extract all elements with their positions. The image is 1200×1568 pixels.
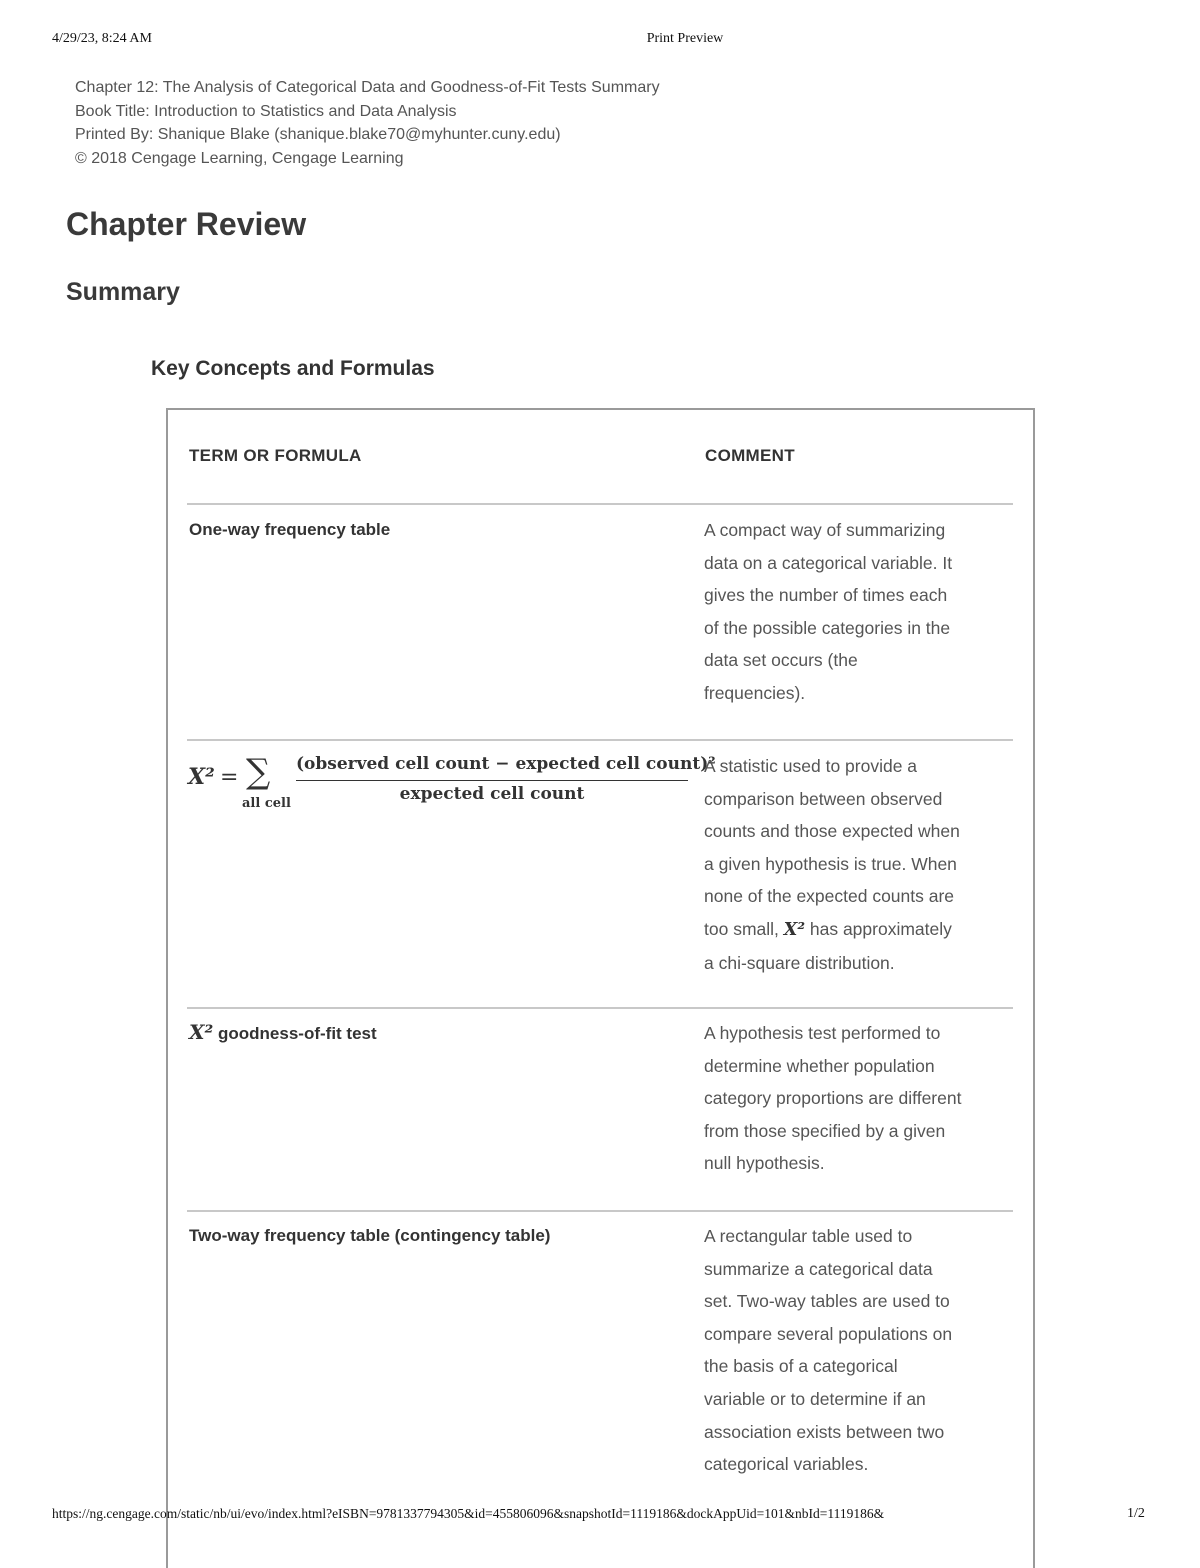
- key-concepts-heading: Key Concepts and Formulas: [151, 357, 435, 380]
- comment-line: summarize a categorical data: [704, 1258, 933, 1279]
- copyright-line: © 2018 Cengage Learning, Cengage Learning: [75, 149, 404, 167]
- comment-line: a chi-square distribution.: [704, 952, 895, 973]
- formula-equals: =: [220, 765, 239, 790]
- comment-line: A compact way of summarizing: [704, 520, 946, 540]
- comment-line: a given hypothesis is true. When: [704, 853, 957, 874]
- chapter-review-heading: Chapter Review: [66, 206, 307, 242]
- x2-symbol: X²: [189, 1020, 214, 1044]
- comment-text: too small,: [704, 918, 784, 939]
- comment-line: none of the expected counts are: [704, 886, 955, 907]
- x2-symbol: X²: [783, 919, 805, 940]
- formula-x2-symbol: X²: [188, 764, 215, 790]
- column-header-comment: COMMENT: [705, 446, 795, 465]
- comment-line: from those specified by a given: [704, 1120, 946, 1141]
- comment-goodness-of-fit-test: [704, 1017, 1004, 1180]
- comment-line: determine whether population: [704, 1055, 935, 1076]
- print-datetime: 4/29/23, 8:24 AM: [52, 31, 152, 46]
- formula-sigma: ∑: [246, 752, 271, 792]
- print-url: https://ng.cengage.com/static/nb/ui/evo/index.html?eISBN=9781337794305&id=455806096&snapshotId=1119186&dockAppUid=101&nbId=1119186&: [52, 1506, 885, 1521]
- chi-square-formula: [188, 752, 716, 822]
- comment-line: compare several populations on: [704, 1323, 953, 1344]
- chapter-line: Chapter 12: The Analysis of Categorical Data and Goodness-of-Fit Tests Summary: [75, 79, 660, 96]
- comment-line: comparison between observed: [704, 788, 943, 809]
- term-one-way-table: One-way frequency table: [189, 520, 391, 539]
- comment-line: A rectangular table used to: [704, 1226, 913, 1246]
- comment-line: data set occurs (the: [704, 650, 858, 671]
- row-divider: [187, 1210, 1013, 1212]
- document-meta: [75, 76, 660, 170]
- comment-line: of the possible categories in the: [704, 617, 951, 638]
- column-header-term: TERM OR FORMULA: [189, 446, 362, 465]
- comment-line: frequencies).: [704, 682, 806, 703]
- comment-line: null hypothesis.: [704, 1153, 825, 1174]
- term-two-way-table: Two-way frequency table (contingency table): [189, 1226, 551, 1245]
- comment-line: categorical variables.: [704, 1454, 869, 1475]
- comment-one-way-table: [704, 514, 1004, 710]
- term-text: goodness-of-fit test: [213, 1024, 377, 1043]
- comment-line: the basis of a categorical: [704, 1356, 898, 1377]
- term-goodness-of-fit-test: [189, 1020, 377, 1044]
- page-number: 1/2: [1127, 1506, 1145, 1521]
- book-title-line: Book Title: Introduction to Statistics and Data Analysis: [75, 102, 457, 120]
- formula-sum-subscript: all cell: [242, 796, 291, 811]
- print-title: Print Preview: [646, 31, 724, 46]
- formula-fraction-bar: [296, 780, 688, 781]
- comment-chi-square-statistic: [704, 750, 1004, 979]
- comment-line: data on a categorical variable. It: [704, 552, 953, 573]
- formula-numerator: (observed cell count − expected cell count)²: [296, 754, 716, 774]
- comment-line: association exists between two: [704, 1421, 945, 1442]
- row-divider: [187, 739, 1013, 741]
- comment-line: A hypothesis test performed to: [704, 1023, 941, 1043]
- comment-line: A statistic used to provide a: [704, 756, 918, 776]
- comment-two-way-table: [704, 1220, 1004, 1481]
- comment-line: category proportions are different: [704, 1088, 962, 1109]
- comment-line: [704, 913, 1004, 947]
- comment-line: gives the number of times each: [704, 585, 948, 606]
- row-divider: [187, 1007, 1013, 1009]
- comment-line: set. Two-way tables are used to: [704, 1291, 950, 1312]
- printed-by-line: Printed By: Shanique Blake (shanique.blake70@myhunter.cuny.edu): [75, 126, 561, 143]
- comment-line: variable or to determine if an: [704, 1388, 926, 1409]
- summary-heading: Summary: [66, 278, 180, 306]
- row-divider: [187, 503, 1013, 505]
- formula-denominator: expected cell count: [399, 784, 585, 804]
- comment-text: has approximately: [805, 918, 952, 939]
- comment-line: counts and those expected when: [704, 821, 960, 842]
